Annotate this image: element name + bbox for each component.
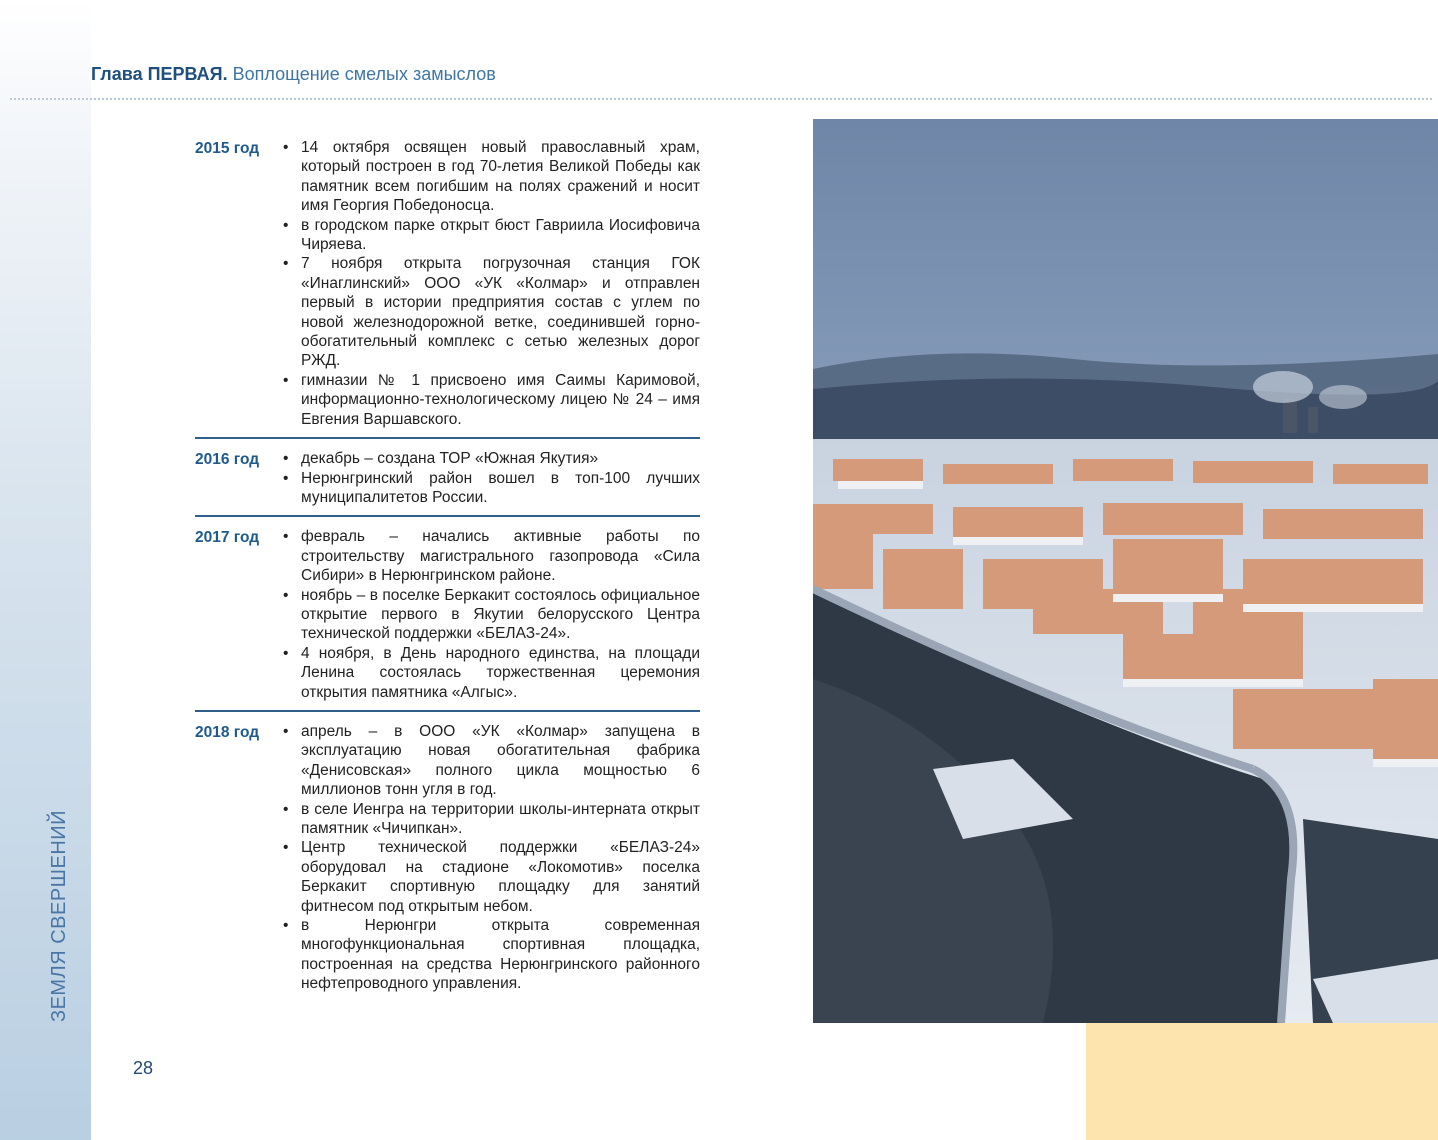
event-list	[283, 449, 700, 507]
year-block-2016	[195, 449, 700, 517]
event-list	[283, 527, 700, 702]
header-divider	[10, 98, 1432, 100]
year-label: 2016 год	[195, 451, 260, 469]
event-item: • в Нерюнгри открыта современная многофункциональная спортивная площадка, построенная на средства Нерюнгринского районного нефтепроводного управления.	[283, 916, 700, 994]
event-item: • февраль – начались активные работы по строительству магистрального газопровода «Сила Сибири» в Нерюнгринском районе.	[283, 527, 700, 585]
year-block-2015	[195, 138, 700, 439]
chapter-title: Глава ПЕРВАЯ.	[91, 64, 228, 84]
decorative-block	[1086, 1023, 1438, 1140]
year-label: 2015 год	[195, 140, 260, 157]
side-strip	[0, 0, 91, 1140]
event-item: • в селе Иенгра на территории школы-интерната открыт памятник «Чичипкан».	[283, 800, 700, 839]
year-block-2018	[195, 722, 700, 1002]
event-list	[283, 722, 700, 994]
event-item: • Нерюнгринский район вошел в топ-100 лучших муниципалитетов России.	[283, 469, 700, 508]
chapter-subtitle: Воплощение смелых замыслов	[232, 64, 496, 84]
year-block-2017	[195, 527, 700, 712]
year-label: 2017 год	[195, 529, 260, 547]
event-item: • 4 ноября, в День народного единства, на площади Ленина состоялась торжественная церемония открытия памятника «Алгыс».	[283, 644, 700, 702]
event-item: • в городском парке открыт бюст Гавриила Иосифовича Чиряева.	[283, 216, 700, 255]
event-list	[283, 138, 700, 429]
side-label: ЗЕМЛЯ СВЕРШЕНИЙ	[48, 809, 70, 1022]
event-item: • 14 октября освящен новый православный храм, который построен в год 70-летия Великой Победы как памятник всем погибшим на полях сражений и носит имя Георгия Победоносца.	[283, 138, 700, 216]
page-number: 28	[133, 1058, 154, 1078]
event-item: • гимназии № 1 присвоено имя Саимы Каримовой, информационно-технологическому лицею № 24 – имя Евгения Варшавского.	[283, 371, 700, 429]
year-label: 2018 год	[195, 723, 260, 741]
timeline	[195, 138, 700, 1012]
event-item: • ноябрь – в поселке Беркакит состоялось официальное открытие первого в Якутии белорусского Центра технической поддержки «БЕЛАЗ-24».	[283, 586, 700, 644]
event-item: • декабрь – создана ТОР «Южная Якутия»	[283, 449, 700, 468]
city-aerial-photo	[813, 119, 1438, 1023]
event-item: • 7 ноября открыта погрузочная станция ГОК «Инаглинский» ООО «УК «Колмар» и отправлен первый в истории предприятия состав с углем по новой железнодорожной ветке, соединившей горно-обогатительный комплекс с сетью железных дорог РЖД.	[283, 254, 700, 370]
event-item: • апрель – в ООО «УК «Колмар» запущена в эксплуатацию новая обогатительная фабрика «Денисовская» полного цикла мощностью 6 миллионов тонн угля в год.	[283, 722, 700, 800]
event-item: • Центр технической поддержки «БЕЛАЗ-24» оборудовал на стадионе «Локомотив» поселка Беркакит спортивную площадку для занятий фитнесом под открытым небом.	[283, 838, 700, 916]
chapter-header	[91, 64, 496, 85]
